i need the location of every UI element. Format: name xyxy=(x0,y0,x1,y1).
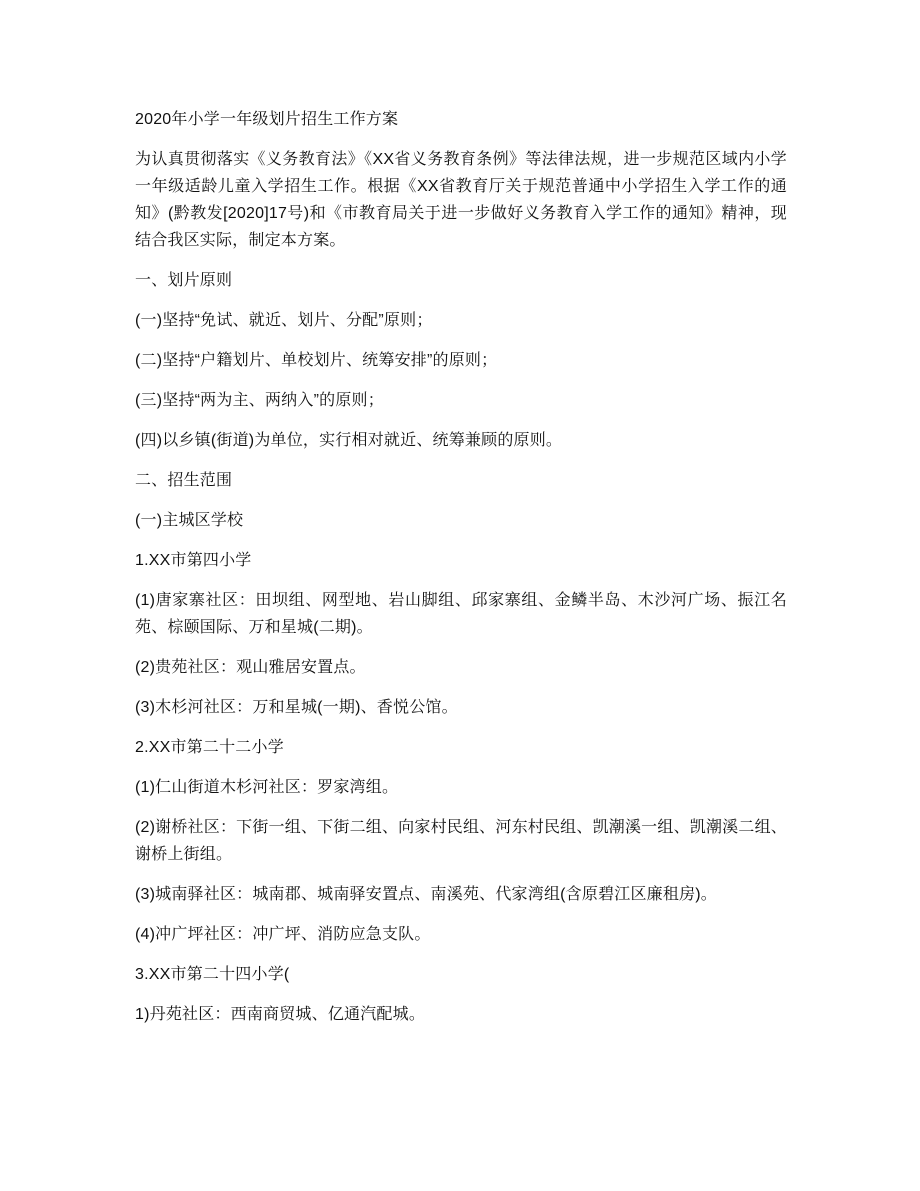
principle-item: (四)以乡镇(街道)为单位，实行相对就近、统筹兼顾的原则。 xyxy=(135,432,563,449)
community-item: (2)谢桥社区：下街一组、下街二组、向家村民组、河东村民组、凯潮溪一组、凯潮溪二组、谢桥上街组。 xyxy=(135,819,787,863)
community-item: (4)冲广坪社区：冲广坪、消防应急支队。 xyxy=(135,926,431,943)
community-item: (3)木杉河社区：万和星城(一期)、香悦公馆。 xyxy=(135,699,458,716)
school-heading: 1.XX市第四小学 xyxy=(135,552,252,569)
subsection-heading: (一)主城区学校 xyxy=(135,512,244,529)
school-heading: 3.XX市第二十四小学( xyxy=(135,966,290,983)
community-item: (1)唐家寨社区：田坝组、网型地、岩山脚组、邱家寨组、金鳞半岛、木沙河广场、振江名苑、棕颐国际、万和星城(二期)。 xyxy=(135,592,787,636)
intro-paragraph: 为认真贯彻落实《义务教育法》《XX省义务教育条例》等法律法规，进一步规范区域内小学一年级适龄儿童入学招生工作。根据《XX省教育厅关于规范普通中小学招生入学工作的通知》(黔教发[2020]17号)和《市教育局关于进一步做好义务教育入学工作的通知》精神，现结合我区实际，制定本方案。 xyxy=(135,151,787,249)
community-item: (3)城南驿社区：城南郡、城南驿安置点、南溪苑、代家湾组(含原碧江区廉租房)。 xyxy=(135,886,718,903)
principle-item: (二)坚持“户籍划片、单校划片、统筹安排”的原则； xyxy=(135,352,498,369)
community-item: (1)仁山街道木杉河社区：罗家湾组。 xyxy=(135,779,399,796)
section-heading: 二、招生范围 xyxy=(135,472,233,489)
community-item: 1)丹苑社区：西南商贸城、亿通汽配城。 xyxy=(135,1006,426,1023)
principle-item: (三)坚持“两为主、两纳入”的原则； xyxy=(135,392,384,409)
document-title: 2020年小学一年级划片招生工作方案 xyxy=(135,111,399,128)
school-heading: 2.XX市第二十二小学 xyxy=(135,739,284,756)
principle-item: (一)坚持“免试、就近、划片、分配”原则； xyxy=(135,312,433,329)
document-page xyxy=(135,106,787,1041)
community-item: (2)贵苑社区：观山雅居安置点。 xyxy=(135,659,366,676)
section-heading: 一、划片原则 xyxy=(135,272,233,289)
